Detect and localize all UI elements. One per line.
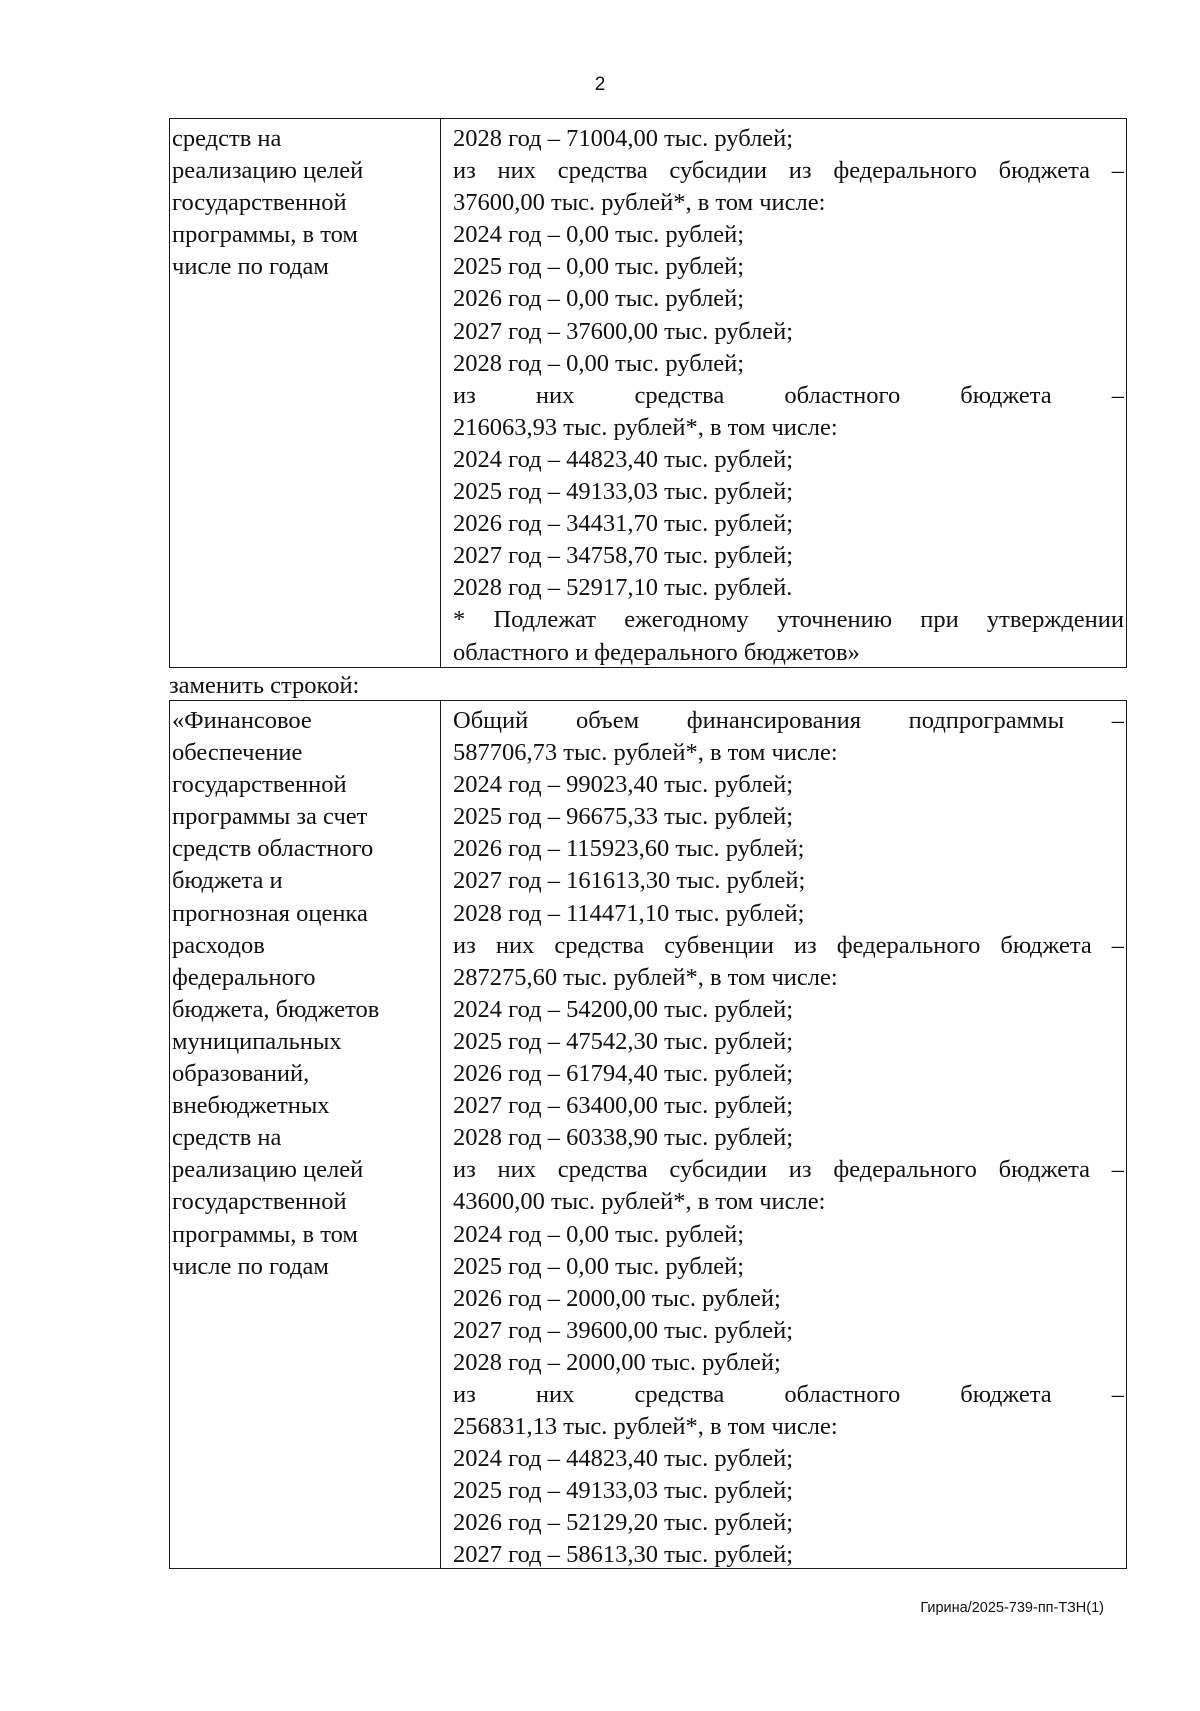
value-line: 287275,60 тыс. рублей*, в том числе:	[453, 963, 838, 991]
label-line: бюджета и	[172, 867, 283, 895]
value-line: 2027 год – 58613,30 тыс. рублей;	[453, 1541, 794, 1569]
label-line: средств на	[172, 1124, 282, 1152]
value-line: 587706,73 тыс. рублей*, в том числе:	[453, 739, 838, 767]
label-line: реализацию целей	[172, 1156, 364, 1184]
value-line: из них средства областного бюджета –	[453, 381, 1124, 409]
value-line: 2025 год – 0,00 тыс. рублей;	[453, 1252, 745, 1280]
table-value-column	[441, 701, 1126, 1568]
value-line: из них средства субвенции из федерального бюджета –	[453, 931, 1124, 959]
table-label-column	[170, 701, 441, 1568]
value-line: 2028 год – 114471,10 тыс. рублей;	[453, 899, 805, 927]
value-line: 2026 год – 34431,70 тыс. рублей;	[453, 510, 794, 538]
value-line: 2027 год – 161613,30 тыс. рублей;	[453, 867, 806, 895]
value-line: 2025 год – 49133,03 тыс. рублей;	[453, 478, 794, 506]
value-line: 2028 год – 60338,90 тыс. рублей;	[453, 1124, 794, 1152]
label-line: средств областного	[172, 835, 374, 863]
value-line: 2028 год – 71004,00 тыс. рублей;	[453, 125, 794, 152]
value-line: 2024 год – 44823,40 тыс. рублей;	[453, 1445, 794, 1473]
label-line: муниципальных	[172, 1027, 342, 1055]
value-line: 2027 год – 37600,00 тыс. рублей;	[453, 317, 794, 345]
value-line: 2026 год – 0,00 тыс. рублей;	[453, 285, 745, 313]
table-label-column	[170, 119, 441, 667]
label-line: государственной	[172, 1188, 347, 1216]
value-line: Общий объем финансирования подпрограммы –	[453, 707, 1124, 734]
page-number: 2	[594, 74, 606, 95]
value-line: 216063,93 тыс. рублей*, в том числе:	[453, 413, 838, 441]
label-line: средств на	[172, 125, 282, 152]
value-line: 2028 год – 2000,00 тыс. рублей;	[453, 1348, 781, 1376]
value-line: из них средства субсидии из федерального бюджета –	[453, 1156, 1124, 1184]
value-line: 2024 год – 54200,00 тыс. рублей;	[453, 995, 794, 1023]
value-line: 2024 год – 99023,40 тыс. рублей;	[453, 771, 794, 799]
value-line: 43600,00 тыс. рублей*, в том числе:	[453, 1188, 826, 1216]
label-line: обеспечение	[172, 739, 303, 767]
value-line: 2028 год – 52917,10 тыс. рублей.	[453, 574, 793, 602]
value-line: * Подлежат ежегодному уточнению при утверждении	[453, 606, 1124, 634]
label-line: государственной	[172, 771, 347, 799]
replace-instruction: заменить строкой:	[169, 672, 360, 699]
label-line: прогнозная оценка	[172, 899, 368, 927]
value-line: 37600,00 тыс. рублей*, в том числе:	[453, 189, 826, 217]
value-line: 256831,13 тыс. рублей*, в том числе:	[453, 1413, 838, 1441]
label-line: образований,	[172, 1060, 310, 1088]
value-line: областного и федерального бюджетов»	[453, 638, 860, 666]
label-line: федерального	[172, 963, 316, 991]
value-line: 2025 год – 49133,03 тыс. рублей;	[453, 1477, 794, 1505]
value-line: 2024 год – 0,00 тыс. рублей;	[453, 1220, 745, 1248]
value-line: 2025 год – 96675,33 тыс. рублей;	[453, 803, 794, 831]
label-line: расходов	[172, 931, 265, 959]
label-line: «Финансовое	[172, 707, 312, 734]
value-line: 2026 год – 52129,20 тыс. рублей;	[453, 1509, 794, 1537]
value-line: 2026 год – 61794,40 тыс. рублей;	[453, 1060, 794, 1088]
document-reference-code: Гирина/2025-739-пп-ТЗН(1)	[920, 1600, 1104, 1616]
value-line: 2026 год – 115923,60 тыс. рублей;	[453, 835, 805, 863]
value-line: 2024 год – 0,00 тыс. рублей;	[453, 221, 745, 249]
label-line: числе по годам	[172, 1252, 329, 1280]
table-value-column	[441, 119, 1126, 667]
label-line: числе по годам	[172, 253, 329, 281]
label-line: программы, в том	[172, 1220, 358, 1248]
value-line: 2026 год – 2000,00 тыс. рублей;	[453, 1284, 781, 1312]
label-line: программы за счет	[172, 803, 368, 831]
value-line: 2027 год – 63400,00 тыс. рублей;	[453, 1092, 794, 1120]
value-line: 2025 год – 0,00 тыс. рублей;	[453, 253, 745, 281]
label-line: бюджета, бюджетов	[172, 995, 380, 1023]
funding-table-new	[169, 700, 1127, 1569]
label-line: внебюджетных	[172, 1092, 330, 1120]
label-line: государственной	[172, 189, 347, 217]
value-line: из них средства областного бюджета –	[453, 1380, 1124, 1408]
value-line: 2027 год – 39600,00 тыс. рублей;	[453, 1316, 794, 1344]
value-line: 2024 год – 44823,40 тыс. рублей;	[453, 445, 794, 473]
label-line: программы, в том	[172, 221, 358, 249]
funding-table-old	[169, 118, 1127, 668]
label-line: реализацию целей	[172, 157, 364, 185]
value-line: 2025 год – 47542,30 тыс. рублей;	[453, 1027, 794, 1055]
value-line: 2027 год – 34758,70 тыс. рублей;	[453, 542, 794, 570]
value-line: из них средства субсидии из федерального бюджета –	[453, 157, 1124, 185]
value-line: 2028 год – 0,00 тыс. рублей;	[453, 349, 745, 377]
